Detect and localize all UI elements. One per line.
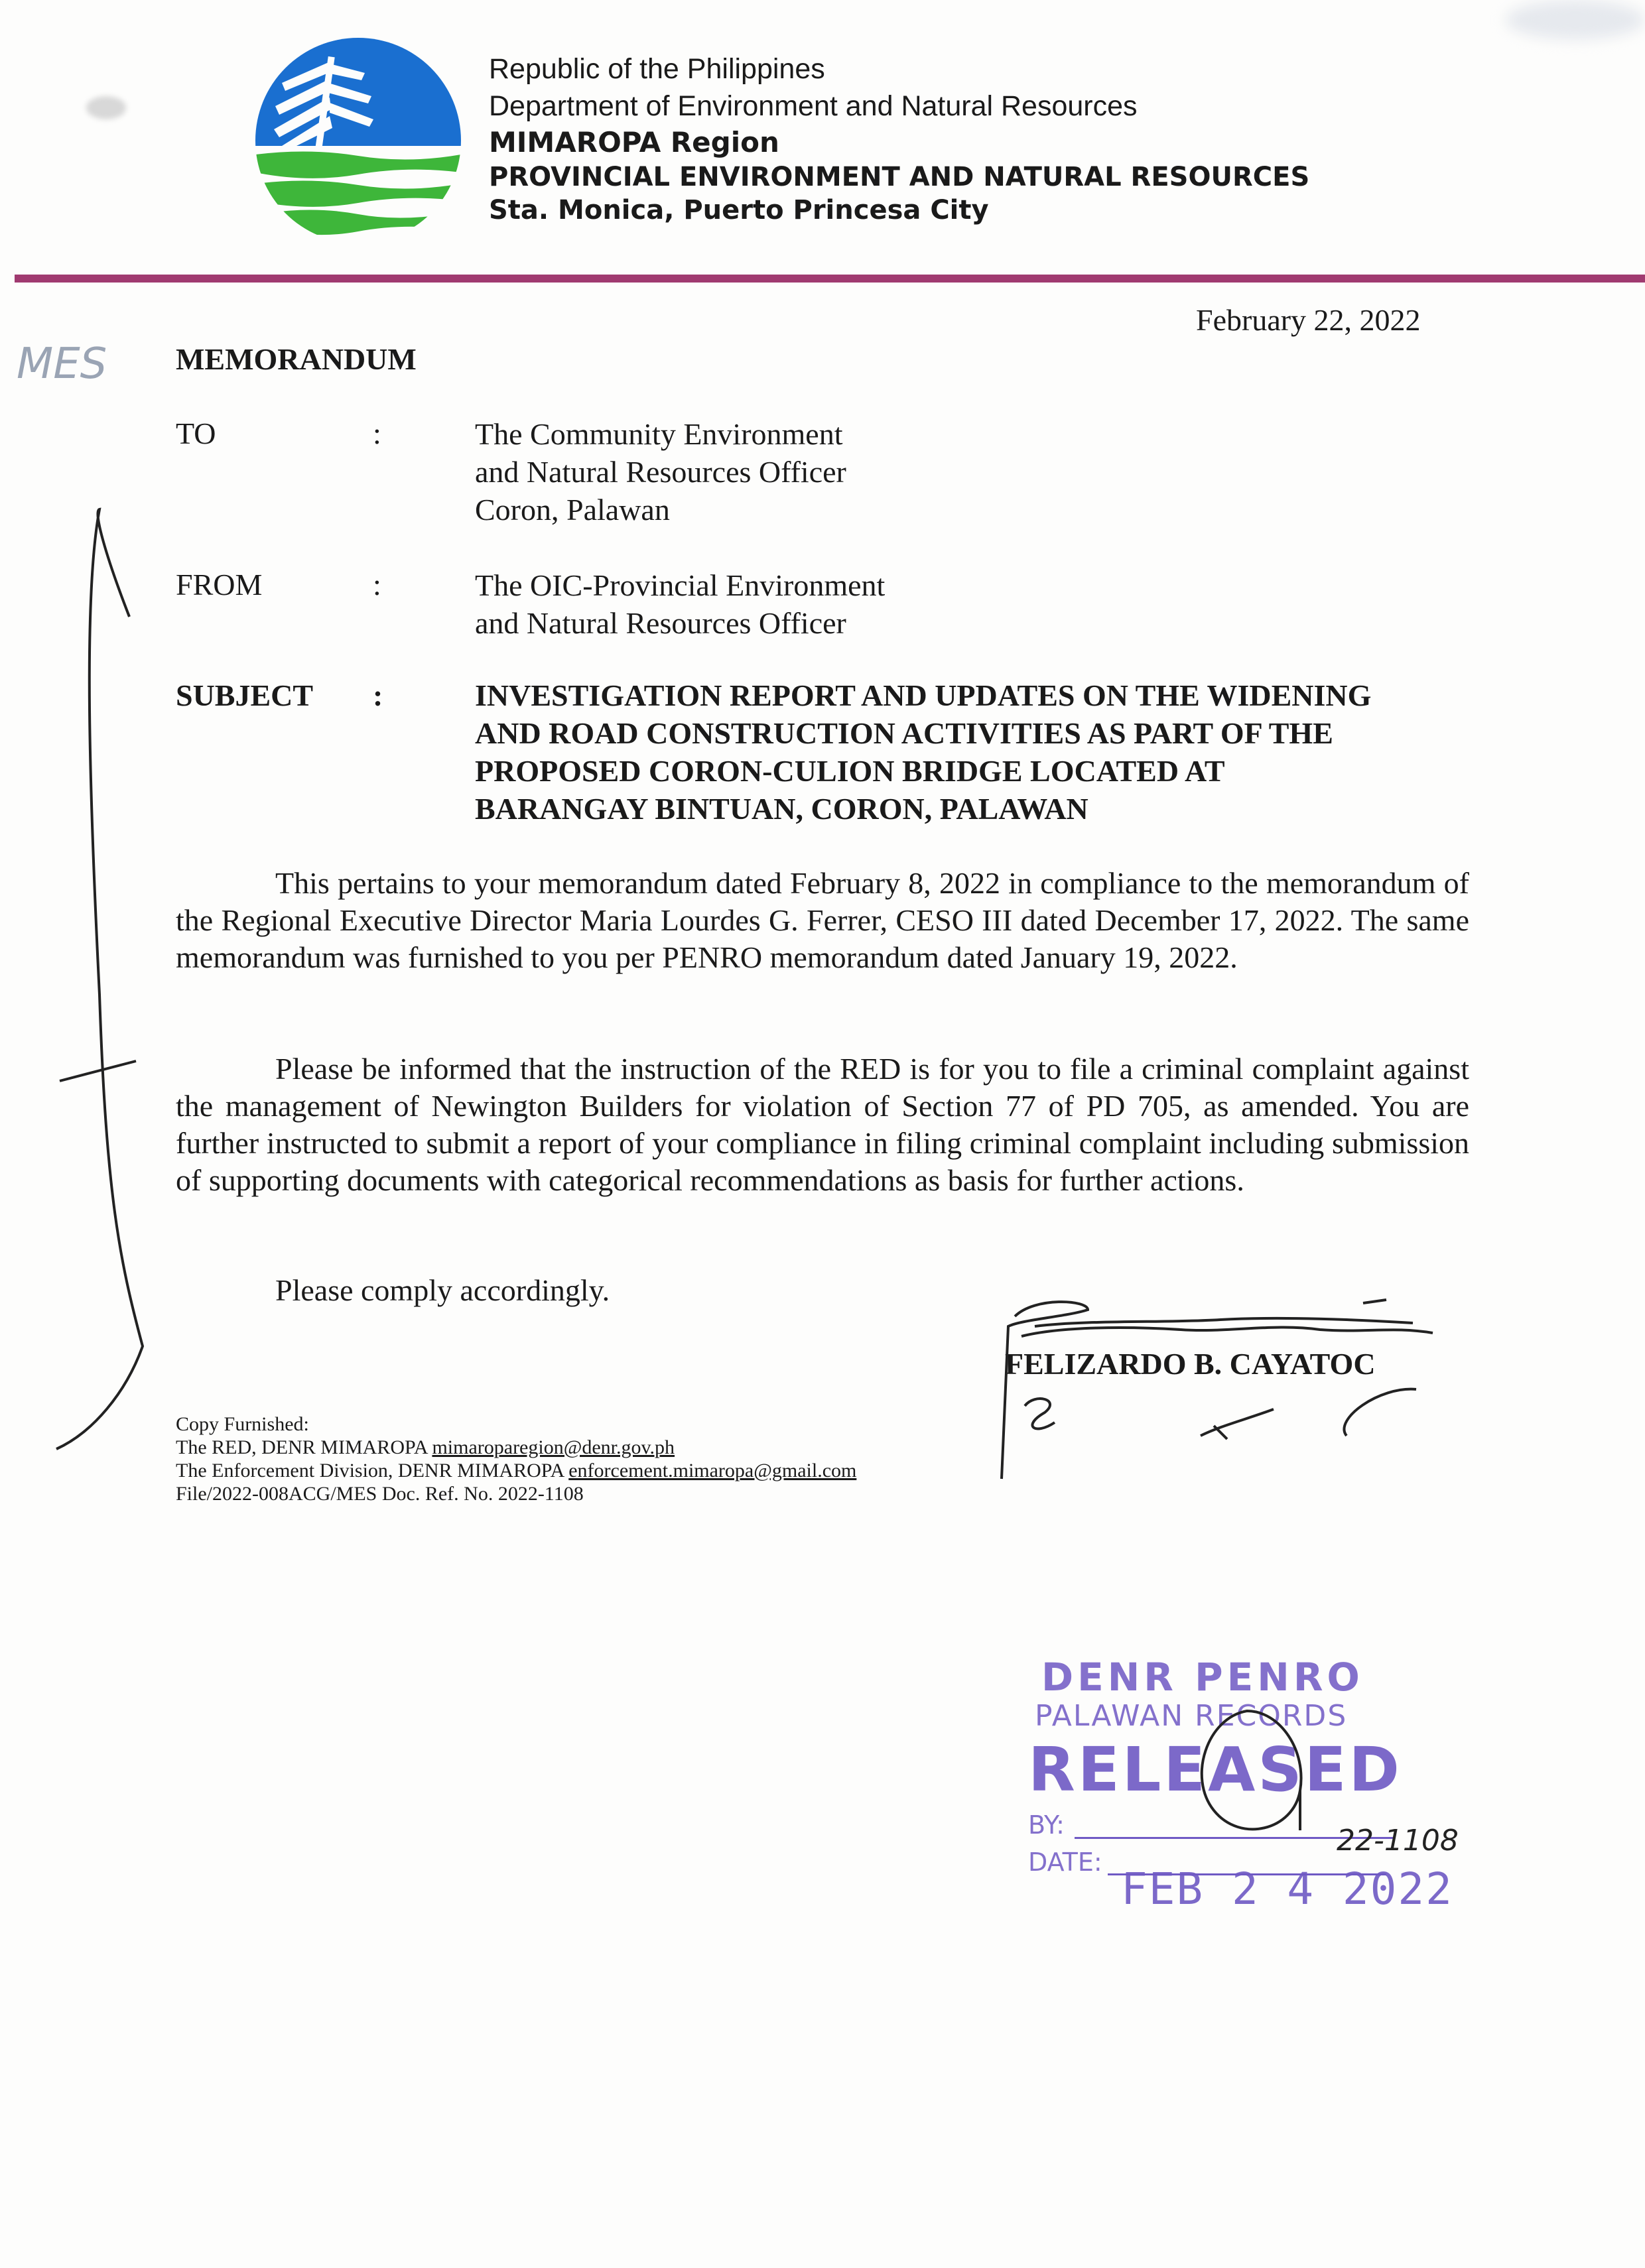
memo-title: MEMORANDUM bbox=[176, 342, 417, 376]
agency-line-region: MIMAROPA Region bbox=[489, 126, 779, 158]
signature bbox=[1002, 1300, 1433, 1479]
denr-logo-icon bbox=[255, 36, 461, 245]
cc-email-link[interactable]: enforcement.mimaropa@gmail.com bbox=[568, 1460, 857, 1481]
scan-smudge bbox=[1506, 0, 1645, 40]
stamp-line: DENR PENRO bbox=[1041, 1655, 1364, 1700]
to-colon: : bbox=[373, 416, 381, 450]
stamp-released: RELEASED bbox=[1028, 1734, 1402, 1805]
subject-line: AND ROAD CONSTRUCTION ACTIVITIES AS PART OF THE bbox=[475, 716, 1333, 750]
agency-line-office: PROVINCIAL ENVIRONMENT AND NATURAL RESOURCES bbox=[489, 162, 1310, 192]
subject-line: INVESTIGATION REPORT AND UPDATES ON THE WIDENING bbox=[475, 678, 1372, 712]
margin-bracket-stroke bbox=[56, 509, 143, 1449]
stamp-line: PALAWAN RECORDS bbox=[1035, 1699, 1348, 1733]
memo-date: February 22, 2022 bbox=[1196, 303, 1421, 337]
released-stamp bbox=[1015, 1645, 1479, 1923]
ref-note-handwritten: 22-1108 bbox=[1337, 1824, 1459, 1858]
subject-label: SUBJECT bbox=[176, 678, 314, 712]
paragraph-text: This pertains to your memorandum dated February 8, 2022 in compliance to the memorandum of the Regional Executive Director Maria Lourdes G. Ferrer, CESO III dated December 17, 2022. The same memorandum was furnished to you per PENRO memorandum dated January 19, 2022. bbox=[176, 866, 1469, 974]
paragraph-text: Please be informed that the instruction of the RED is for you to file a criminal complaint against the management of Newington Builders for violation of Section 77 of PD 705, as amended. You are further instructed to submit a report of your compliance in filing criminal complaint including submission of supporting documents with categorical recommendations as basis for further actions. bbox=[176, 1052, 1469, 1197]
body-paragraph-3 bbox=[176, 1272, 1469, 1309]
subject-colon: : bbox=[373, 678, 383, 712]
header-divider bbox=[15, 275, 1645, 283]
stamp-by-label: BY: bbox=[1028, 1810, 1065, 1840]
margin-initials: MES bbox=[17, 340, 107, 389]
from-line: and Natural Resources Officer bbox=[475, 606, 846, 640]
to-value bbox=[475, 415, 846, 529]
to-line: Coron, Palawan bbox=[475, 493, 670, 527]
to-label: TO bbox=[176, 416, 216, 450]
to-line: and Natural Resources Officer bbox=[475, 455, 846, 489]
paragraph-text: Please comply accordingly. bbox=[275, 1273, 610, 1307]
from-line: The OIC-Provincial Environment bbox=[475, 568, 886, 602]
stamp-date-label: DATE: bbox=[1028, 1848, 1102, 1877]
cc-recipient: The RED, DENR MIMAROPA bbox=[176, 1436, 432, 1458]
signatory-name: FELIZARDO B. CAYATOC bbox=[1005, 1347, 1376, 1381]
scan-smudge bbox=[86, 96, 126, 119]
body-paragraph-2 bbox=[176, 1050, 1469, 1199]
agency-line-department: Department of Environment and Natural Resources bbox=[489, 90, 1138, 122]
margin-tick-stroke bbox=[60, 1061, 136, 1081]
cc-email-link[interactable]: mimaroparegion@denr.gov.ph bbox=[432, 1436, 675, 1458]
subject-line: PROPOSED CORON-CULION BRIDGE LOCATED AT bbox=[475, 754, 1225, 788]
stamp-date-value: FEB 2 4 2022 bbox=[1121, 1863, 1453, 1915]
body-paragraph-1 bbox=[176, 865, 1469, 976]
file-reference: File/2022-008ACG/MES Doc. Ref. No. 2022-1108 bbox=[176, 1483, 584, 1505]
to-line: The Community Environment bbox=[475, 417, 843, 451]
agency-line-republic: Republic of the Philippines bbox=[489, 53, 825, 85]
from-colon: : bbox=[373, 568, 381, 601]
cc-recipient: The Enforcement Division, DENR MIMAROPA bbox=[176, 1460, 569, 1481]
copy-furnished-line bbox=[176, 1436, 675, 1459]
agency-line-address: Sta. Monica, Puerto Princesa City bbox=[489, 195, 989, 225]
from-value bbox=[475, 566, 885, 642]
subject-line: BARANGAY BINTUAN, CORON, PALAWAN bbox=[475, 792, 1088, 826]
from-label: FROM bbox=[176, 568, 263, 601]
copy-furnished-line bbox=[176, 1460, 856, 1482]
copy-furnished-label: Copy Furnished: bbox=[176, 1413, 309, 1435]
subject-value bbox=[475, 676, 1470, 828]
stamp-by-line bbox=[1075, 1837, 1393, 1839]
